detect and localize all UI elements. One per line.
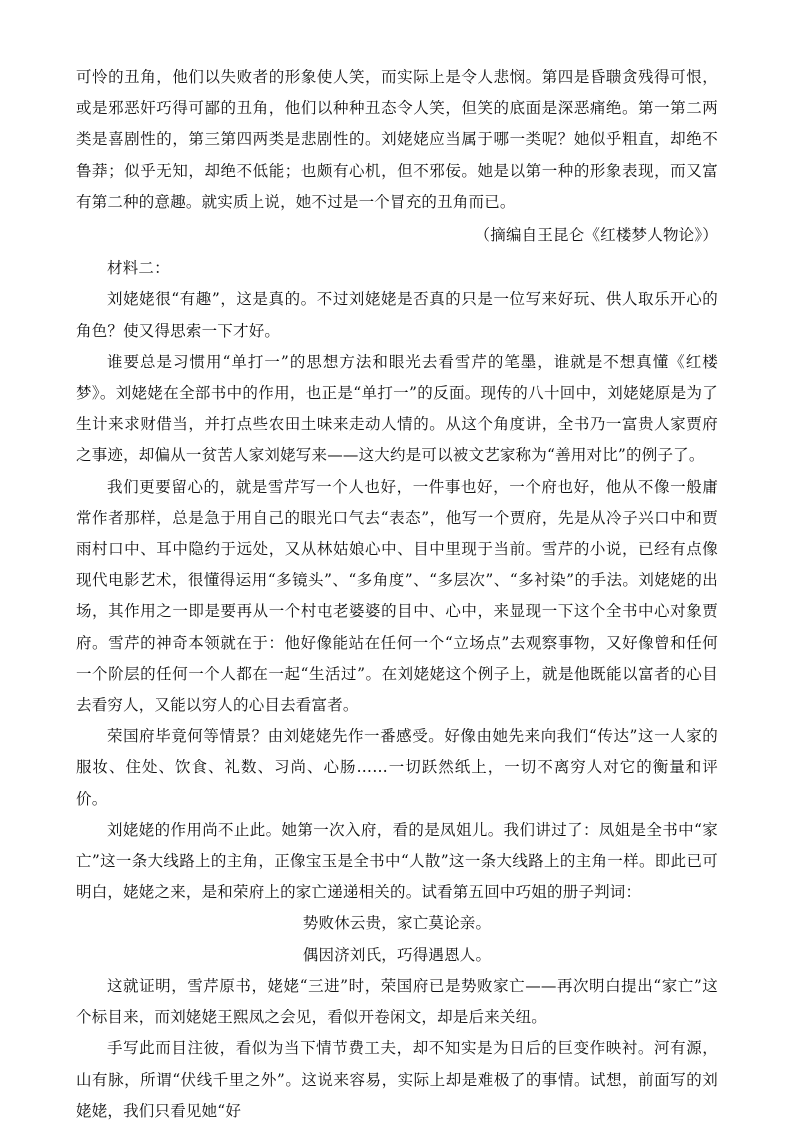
source-citation: （摘编自王昆仑《红楼梦人物论》）: [474, 226, 718, 245]
poem-line-2: 偶因济刘氏，巧得遇恩人。: [302, 945, 492, 964]
paragraph-3: 谁要总是习惯用“单打一”的思想方法和眼光去看雪芹的笔墨，谁就是不想真懂《红楼梦》。刘姥姥在全部书中的作用，也正是“单打一”的反面。现传的八十回中，刘姥姥原是为了生计来求财借当，并打点些农田土味来走动人情的。从这个角度讲，全书乃一富贵人家贾府之事迹，却偏从一贫苦人家刘姥写来——这大约是可以被文艺家称为“善用对比”的例子了。: [76, 352, 718, 465]
paragraph-8: 手写此而目注彼，看似为当下情节费工夫，却不知实是为日后的巨变作映衬。河有源，山有脉，所谓“伏线千里之外”。这说来容易，实际上却是难极了的事情。试想，前面写的刘姥姥，我们只看见她“好: [76, 1039, 718, 1120]
paragraph-6: 刘姥姥的作用尚不止此。她第一次入府，看的是凤姐儿。我们讲过了：凤姐是全书中“家亡”这一条大线路上的主角，正像宝玉是全书中“人散”这一条大线路上的主角一样。即此已可明白，姥姥之来，是和荣府上的家亡递递相关的。试看第五回中巧姐的册子判词：: [76, 820, 718, 902]
paragraph-5: 荣国府毕竟何等情景？由刘姥姥先作一番感受。好像由她先来向我们“传达”这一人家的服妆、住处、饮食、礼数、习尚、心肠……一切跃然纸上，一切不离穷人对它的衡量和评价。: [76, 727, 718, 808]
document-body: [76, 62, 718, 1127]
paragraph-4: 我们更要留心的，就是雪芹写一个人也好，一件事也好，一个府也好，他从不像一般庸常作者那样，总是急于用自己的眼光口气去“表态”，他写一个贾府，先是从冷子兴口中和贾雨村口中、耳中隐约于远处，又从林姑娘心中、目中里现于当前。雪芹的小说，已经有点像现代电影艺术，很懂得运用“多镜头”、“多角度”、“多层次”、“多衬染”的手法。刘姥姥的出场，其作用之一即是要再从一个村屯老婆婆的目中、心中，来显现一下这个全书中心对象贾府。雪芹的神奇本领就在于：他好像能站在任何一个“立场点”去观察事物，又好像曾和任何一个阶层的任何一个人都在一起“生活过”。在刘姥姥这个例子上，就是他既能以富者的心目去看穷人，又能以穷人的心目去看富者。: [76, 477, 718, 715]
paragraph-2: 刘姥姥很“有趣”，这是真的。不过刘姥姥是否真的只是一位写来好玩、供人取乐开心的角色？使又得思索一下才好。: [76, 290, 718, 340]
poem-line-1: 势败休云贵，家亡莫论亲。: [302, 914, 492, 933]
paragraph-7: 这就证明，雪芹原书，姥姥“三进”时，荣国府已是势败家亡——再次明白提出“家亡”这个标目来，而刘姥姥王熙凤之会见，看似开卷闲文，却是后来关纽。: [76, 976, 718, 1027]
paragraph-continuation: 可怜的丑角，他们以失败者的形象使人笑，而实际上是令人悲悯。第四是昏聩贪残得可恨，或是邪恶奸巧得可鄙的丑角，他们以种种丑态令人笑，但笑的底面是深恶痛绝。第一第二两类是喜剧性的，第三第四两类是悲剧性的。刘姥姥应当属于哪一类呢？她似乎粗直，却绝不鲁莽；似乎无知，却绝不低能；也颇有心机，但不邪佞。她是以第一种的形象表现，而又富有第二种的意趣。就实质上说，她不过是一个冒充的丑角而已。: [76, 68, 718, 211]
material-two-label: 材料二：: [107, 259, 170, 278]
